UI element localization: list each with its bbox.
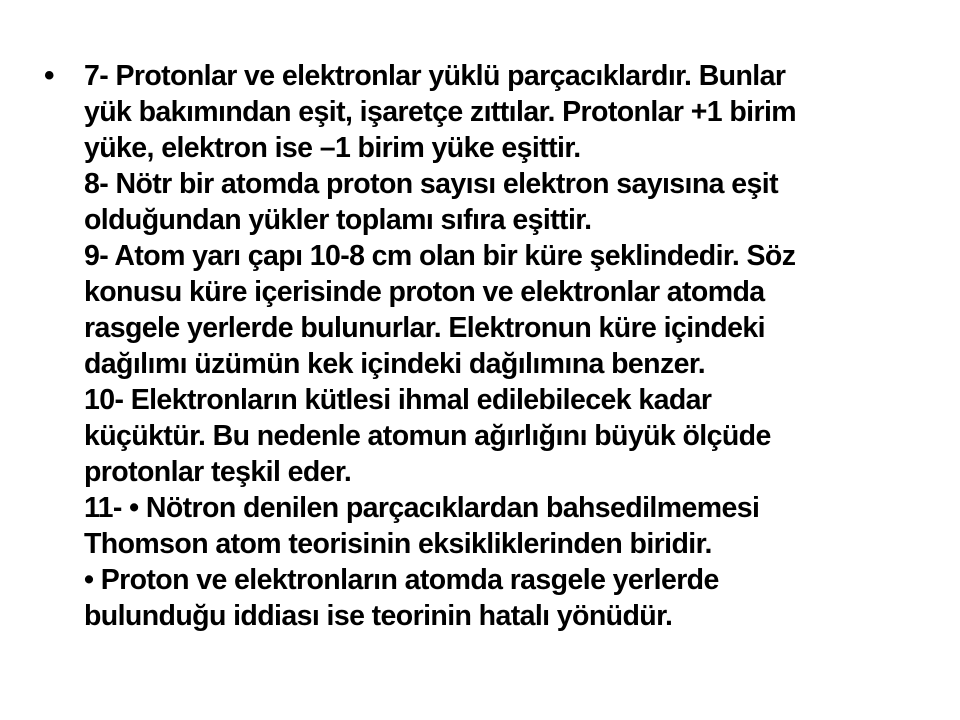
text-line-3: yüke, elektron ise –1 birim yüke eşittir. [84,132,581,164]
bullet-item [44,58,944,634]
text-line-10: 10- Elektronların kütlesi ihmal edilebilecek kadar [84,384,712,416]
text-line-1: 7- Protonlar ve elektronlar yüklü parçacıklardır. Bunlar [84,60,786,92]
text-line-7: konusu küre içerisinde proton ve elektronlar atomda [84,276,765,308]
slide-body [44,58,944,634]
text-line-11: küçüktür. Bu nedenle atomun ağırlığını büyük ölçüde [84,420,771,452]
text-line-12: protonlar teşkil eder. [84,456,352,488]
text-line-8: rasgele yerlerde bulunurlar. Elektronun küre içindeki [84,312,765,344]
text-line-2: yük bakımından eşit, işaretçe zıttılar. Protonlar +1 birim [84,96,797,128]
text-line-14: Thomson atom teorisinin eksikliklerinden biridir. [84,528,712,560]
text-line-15: • Proton ve elektronların atomda rasgele yerlerde [84,564,719,596]
text-line-5: olduğundan yükler toplamı sıfıra eşittir. [84,204,592,236]
bullet-icon: • [44,59,55,92]
text-line-9: dağılımı üzümün kek içindeki dağılımına benzer. [84,348,706,380]
text-line-6: 9- Atom yarı çapı 10-8 cm olan bir küre şeklindedir. Söz [84,240,796,272]
text-line-13: 11- • Nötron denilen parçacıklardan bahsedilmemesi [84,492,760,524]
text-line-16: bulunduğu iddiası ise teorinin hatalı yönüdür. [84,600,673,632]
text-line-4: 8- Nötr bir atomda proton sayısı elektron sayısına eşit [84,168,778,200]
